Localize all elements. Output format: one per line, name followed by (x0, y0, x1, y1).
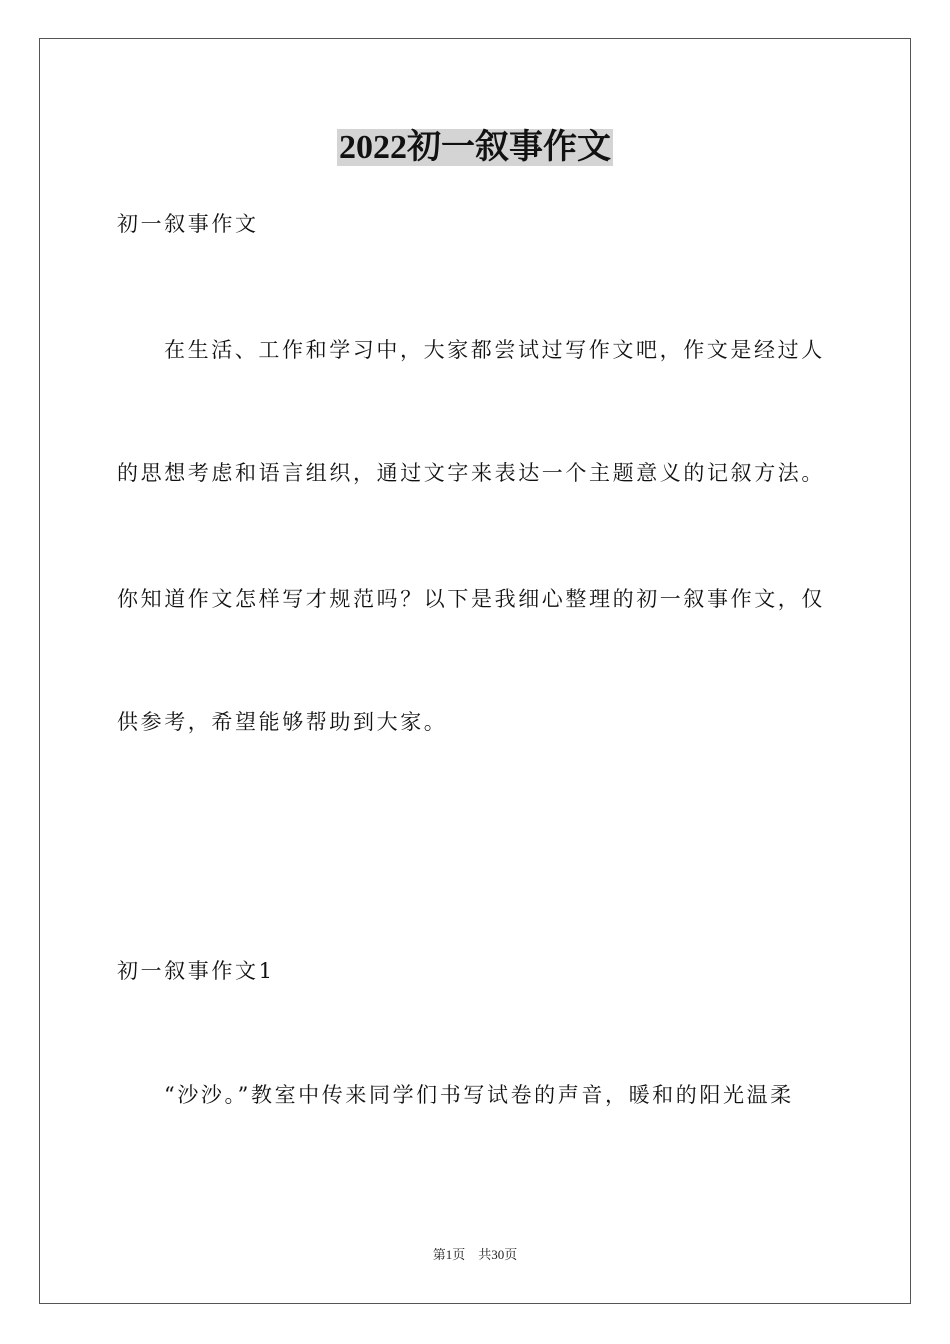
document-title (0, 126, 950, 170)
page-number: 第1页 共30页 (432, 1247, 518, 1262)
intro-line-1: 在生活、工作和学习中，大家都尝试过写作文吧，作文是经过人 (164, 338, 825, 362)
intro-line-4: 供参考，希望能够帮助到大家。 (117, 710, 448, 734)
intro-line-3: 你知道作文怎样写才规范吗？以下是我细心整理的初一叙事作文，仅 (117, 587, 825, 611)
section-heading: 初一叙事作文1 (117, 959, 275, 983)
section-line-1: “沙沙。”教室中传来同学们书写试卷的声音，暖和的阳光温柔 (164, 1083, 794, 1107)
document-subtitle: 初一叙事作文 (117, 212, 259, 236)
document-title-text: 2022初一叙事作文 (339, 129, 611, 166)
intro-line-2: 的思想考虑和语言组织，通过文字来表达一个主题意义的记叙方法。 (117, 461, 825, 485)
